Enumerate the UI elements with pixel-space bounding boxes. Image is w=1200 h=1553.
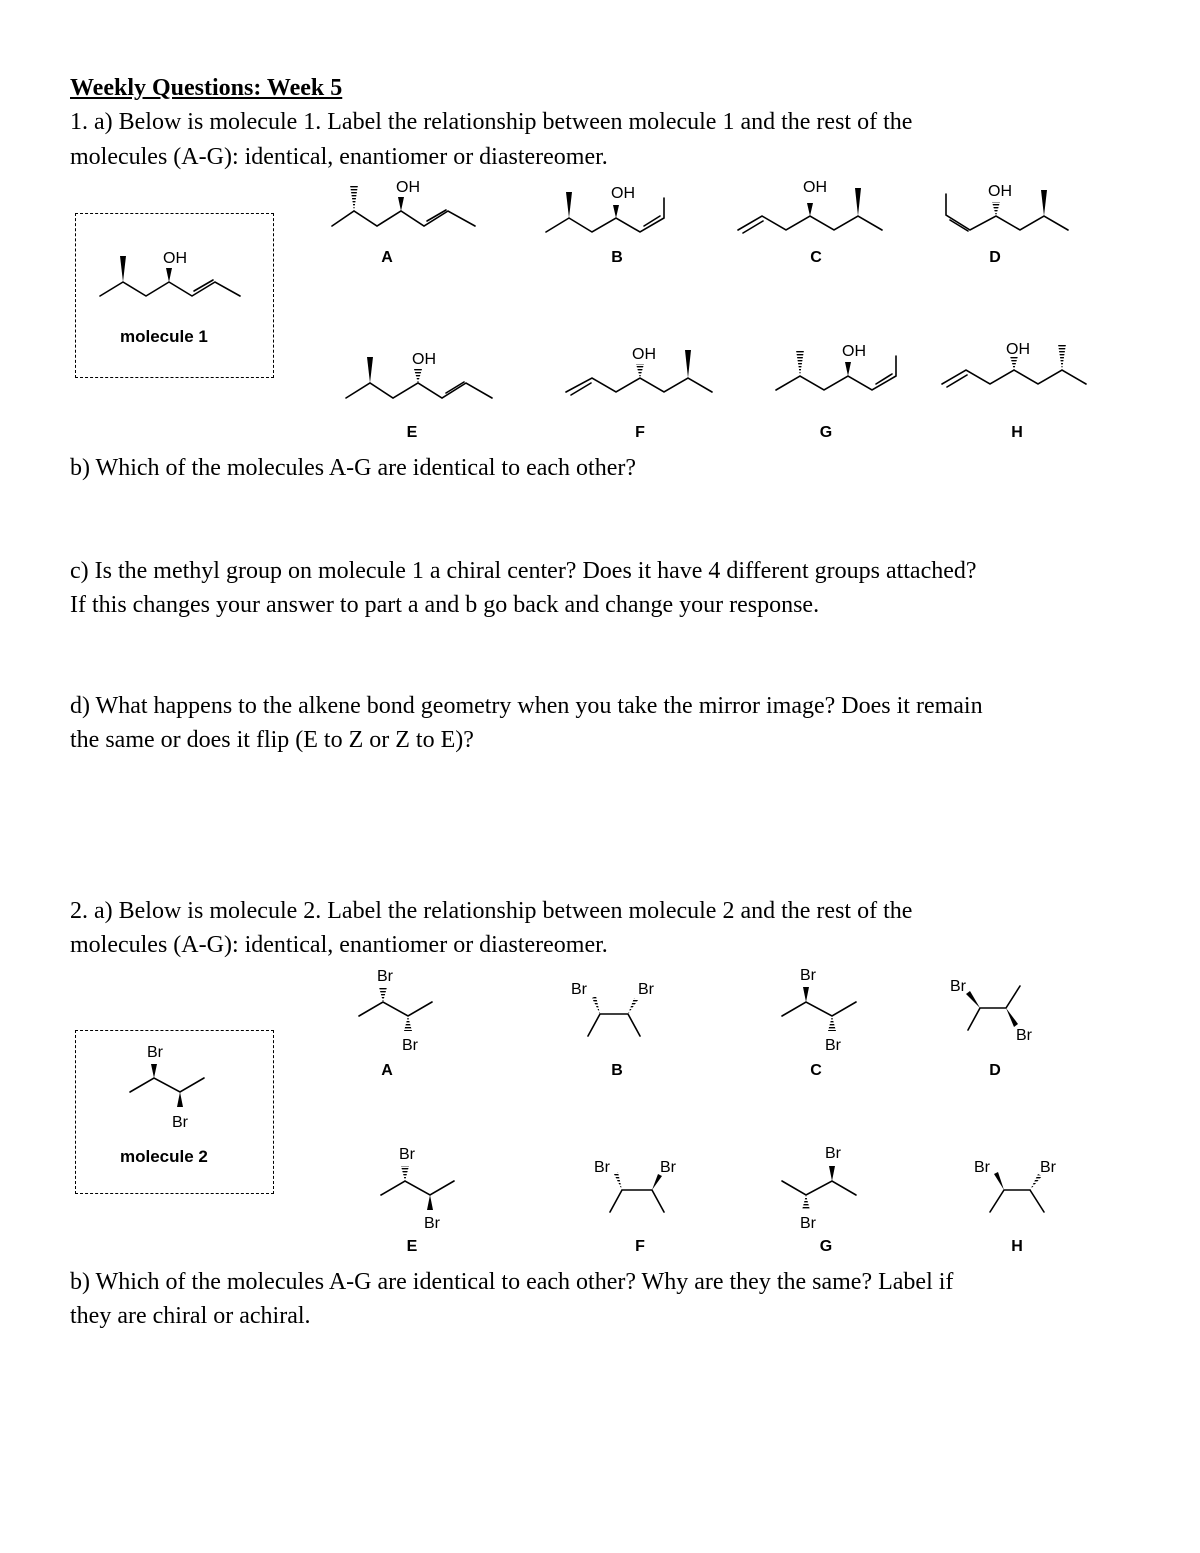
q1a-line2: molecules (A-G): identical, enantiomer or diastereomer. (70, 144, 608, 170)
q2-mol-c-structure (782, 967, 856, 1054)
q1-b-oh: OH (611, 185, 635, 202)
q2-label-b: B (611, 1062, 623, 1079)
q2-structures (0, 940, 1200, 1260)
q2-mol-b-structure (571, 981, 655, 1036)
q2-label-c: C (810, 1062, 822, 1079)
q1-e-oh: OH (412, 351, 436, 368)
q1a-line1: 1. a) Below is molecule 1. Label the relationship between molecule 1 and the rest of the (70, 109, 913, 135)
q1-label-c: C (810, 249, 822, 266)
q1-h-oh: OH (1006, 341, 1030, 358)
q2-b-br-left: Br (571, 981, 587, 998)
q1d-line2: the same or does it flip (E to Z or Z to E)? (70, 727, 474, 753)
molecule1-label: molecule 1 (120, 327, 208, 346)
q1d-line1: d) What happens to the alkene bond geometry when you take the mirror image? Does it remain (70, 693, 983, 719)
q2-a-br-top: Br (377, 968, 393, 985)
molecule2-br-bottom: Br (172, 1114, 188, 1131)
q2b-line1: b) Which of the molecules A-G are identical to each other? Why are they the same? Label if (70, 1269, 954, 1295)
q2-a-br-bottom: Br (402, 1037, 418, 1054)
q2-label-f: F (635, 1238, 645, 1255)
molecule2-label: molecule 2 (120, 1147, 208, 1166)
q1-label-f: F (635, 424, 645, 441)
q2-f-br-left: Br (594, 1159, 610, 1176)
q2-f-br-right: Br (660, 1159, 676, 1176)
q1-label-d: D (989, 249, 1001, 266)
q1-g-oh: OH (842, 343, 866, 360)
q1-mol-h-structure (942, 341, 1086, 387)
q1-mol-a-structure (332, 179, 475, 226)
q1-mol-d-structure (946, 183, 1068, 231)
q2-e-br-top: Br (399, 1146, 415, 1163)
q2-g-br-bottom: Br (800, 1215, 816, 1232)
q1-label-a: A (381, 249, 393, 266)
q1-a-oh: OH (396, 179, 420, 196)
molecule2-structure (130, 1044, 204, 1131)
q2-mol-d-structure (950, 978, 1033, 1044)
q2a-line2: molecules (A-G): identical, enantiomer or diastereomer. (70, 932, 608, 958)
q2-e-br-bottom: Br (424, 1215, 440, 1232)
q2b-line2: they are chiral or achiral. (70, 1303, 311, 1329)
q2-b-br-right: Br (638, 981, 654, 998)
q2-label-d: D (989, 1062, 1001, 1079)
q1-mol-f-structure (566, 346, 712, 395)
q1-label-g: G (819, 424, 833, 441)
q1-c-oh: OH (803, 179, 827, 196)
q2-mol-f-structure (594, 1159, 677, 1212)
q1-mol-c-structure (738, 179, 882, 233)
molecule1-structure (100, 250, 240, 296)
q1-label-h: H (1011, 424, 1023, 441)
page-title: Weekly Questions: Week 5 (70, 75, 343, 101)
q1-structures (0, 0, 1200, 460)
q2-d-br-right: Br (1016, 1027, 1032, 1044)
q2-mol-e-structure (381, 1146, 454, 1232)
molecule2-br-top: Br (147, 1044, 163, 1061)
q2-mol-h-structure (974, 1159, 1057, 1212)
q1c-line1: c) Is the methyl group on molecule 1 a chiral center? Does it have 4 different groups attached? (70, 558, 977, 584)
q2-mol-g-structure (782, 1145, 856, 1232)
q2-d-br-left: Br (950, 978, 966, 995)
q1-f-oh: OH (632, 346, 656, 363)
q2a-line1: 2. a) Below is molecule 2. Label the relationship between molecule 2 and the rest of the (70, 898, 913, 924)
q2-h-br-left: Br (974, 1159, 990, 1176)
q1c-line2: If this changes your answer to part a and b go back and change your response. (70, 592, 820, 618)
q2-c-br-top: Br (800, 967, 816, 984)
q2-label-e: E (406, 1238, 418, 1255)
q2-mol-a-structure (359, 968, 432, 1054)
q2-h-br-right: Br (1040, 1159, 1056, 1176)
molecule1-oh: OH (163, 250, 187, 267)
q2-label-h: H (1011, 1238, 1023, 1255)
q1-mol-e-structure (346, 351, 492, 398)
q2-label-a: A (381, 1062, 393, 1079)
q1b-text: b) Which of the molecules A-G are identical to each other? (70, 455, 636, 481)
q1-mol-b-structure (546, 185, 664, 232)
q1-label-e: E (406, 424, 418, 441)
q1-mol-g-structure (776, 343, 896, 390)
q2-g-br-top: Br (825, 1145, 841, 1162)
q2-c-br-bottom: Br (825, 1037, 841, 1054)
q2-label-g: G (819, 1238, 833, 1255)
q1-label-b: B (611, 249, 623, 266)
q1-d-oh: OH (988, 183, 1012, 200)
